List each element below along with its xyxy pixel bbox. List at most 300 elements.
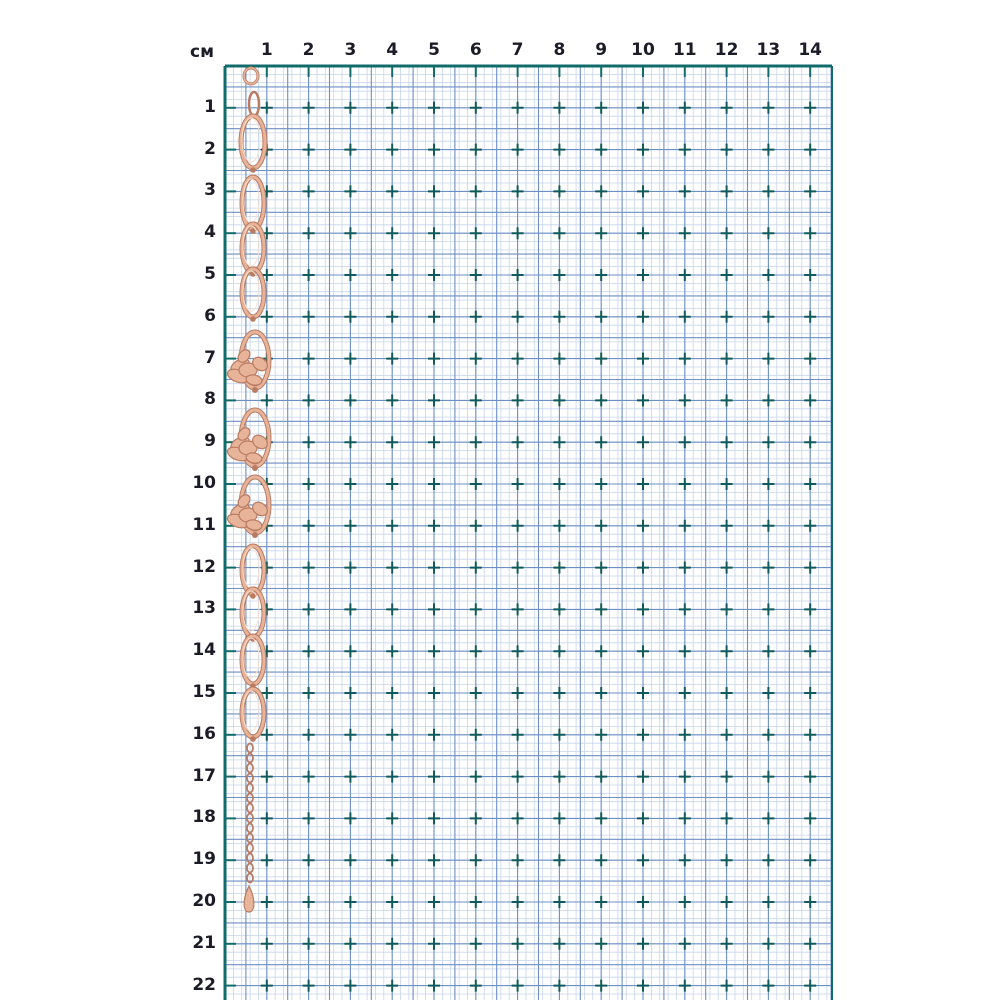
grid-cross <box>428 311 440 323</box>
column-label: 14 <box>798 40 823 60</box>
grid-cross <box>637 812 649 824</box>
grid-cross <box>679 854 691 866</box>
grid-cross <box>637 185 649 197</box>
grid-cross <box>303 896 315 908</box>
grid-cross <box>303 353 315 365</box>
grid-cross <box>470 645 482 657</box>
grid-cross <box>553 854 565 866</box>
grid-cross <box>303 645 315 657</box>
grid-cross <box>679 938 691 950</box>
grid-cross <box>637 478 649 490</box>
grid-cross <box>762 812 774 824</box>
grid-cross <box>428 353 440 365</box>
column-label: 10 <box>631 40 655 60</box>
grid-cross <box>386 394 398 406</box>
grid-cross <box>762 771 774 783</box>
grid-cross <box>762 603 774 615</box>
grid-cross <box>679 812 691 824</box>
grid-cross <box>470 144 482 156</box>
column-label: 1 <box>260 40 273 60</box>
grid-cross <box>512 645 524 657</box>
grid-cross <box>804 687 816 699</box>
column-label: 8 <box>553 40 566 60</box>
grid-cross <box>595 478 607 490</box>
grid-cross <box>595 729 607 741</box>
grid-cross <box>303 854 315 866</box>
grid-cross <box>428 144 440 156</box>
grid-cross <box>804 102 816 114</box>
grid-cross <box>553 436 565 448</box>
grid-cross <box>595 311 607 323</box>
row-label: 14 <box>192 640 216 661</box>
grid-cross <box>553 394 565 406</box>
grid-cross <box>344 854 356 866</box>
jump-ring <box>252 465 258 471</box>
grid-cross <box>553 144 565 156</box>
grid-cross <box>470 311 482 323</box>
grid-cross <box>428 645 440 657</box>
grid-cross <box>386 603 398 615</box>
grid-cross <box>344 227 356 239</box>
grid-cross <box>428 687 440 699</box>
grid-cross <box>470 478 482 490</box>
grid-cross <box>470 102 482 114</box>
grid-cross <box>679 687 691 699</box>
grid-cross <box>637 938 649 950</box>
grid-cross <box>679 394 691 406</box>
grid-cross <box>470 980 482 992</box>
row-label: 9 <box>204 431 216 452</box>
grid-cross <box>470 896 482 908</box>
grid-cross <box>386 771 398 783</box>
row-label: 5 <box>204 264 216 284</box>
grid-cross <box>637 687 649 699</box>
row-label: 16 <box>192 723 216 744</box>
grid-cross <box>804 185 816 197</box>
grid-cross <box>428 227 440 239</box>
jump-ring <box>252 532 258 538</box>
grid-cross <box>679 520 691 532</box>
grid-cross <box>553 812 565 824</box>
grid-cross <box>386 812 398 824</box>
column-label: 9 <box>595 40 608 60</box>
grid-cross <box>386 520 398 532</box>
grid-cross <box>303 102 315 114</box>
grid-cross <box>303 687 315 699</box>
grid-cross <box>428 394 440 406</box>
grid-cross <box>721 353 733 365</box>
grid-cross <box>721 269 733 281</box>
grid-cross <box>470 812 482 824</box>
grid-cross <box>595 854 607 866</box>
grid-cross <box>595 687 607 699</box>
grid-cross <box>721 102 733 114</box>
grid-cross <box>721 185 733 197</box>
grid-cross <box>303 812 315 824</box>
grid-cross <box>428 185 440 197</box>
grid-cross <box>637 311 649 323</box>
grid-cross <box>386 562 398 574</box>
grid-cross <box>470 269 482 281</box>
grid-cross <box>386 980 398 992</box>
grid-cross <box>721 938 733 950</box>
grid-cross <box>344 269 356 281</box>
grid-cross <box>512 227 524 239</box>
grid-cross <box>428 562 440 574</box>
grid-cross <box>721 729 733 741</box>
grid-cross <box>679 980 691 992</box>
grid-cross <box>386 729 398 741</box>
grid-cross <box>804 645 816 657</box>
grid-cross <box>261 102 273 114</box>
grid-cross <box>762 562 774 574</box>
grid-cross <box>721 854 733 866</box>
grid-cross <box>679 562 691 574</box>
grid-cross <box>679 311 691 323</box>
grid-cross <box>762 436 774 448</box>
grid-cross <box>512 102 524 114</box>
grid-cross <box>804 353 816 365</box>
grid-cross <box>553 102 565 114</box>
major-grid-lines <box>225 66 832 1000</box>
grid-cross <box>386 436 398 448</box>
grid-cross <box>386 854 398 866</box>
column-label: 12 <box>714 40 739 60</box>
grid-cross <box>553 185 565 197</box>
grid-cross <box>762 269 774 281</box>
grid-cross <box>721 227 733 239</box>
grid-cross <box>679 353 691 365</box>
grid-cross <box>762 102 774 114</box>
grid-cross <box>721 603 733 615</box>
grid-cross <box>595 645 607 657</box>
grid-cross <box>261 980 273 992</box>
grid-cross <box>762 896 774 908</box>
grid-cross <box>595 144 607 156</box>
grid-cross <box>762 311 774 323</box>
grid-cross <box>721 436 733 448</box>
grid-cross <box>512 729 524 741</box>
grid-cross <box>553 478 565 490</box>
grid-cross <box>553 645 565 657</box>
grid-cross <box>470 185 482 197</box>
grid-cross <box>637 227 649 239</box>
grid-cross <box>721 478 733 490</box>
grid-cross <box>637 854 649 866</box>
grid-cross <box>428 938 440 950</box>
row-label: 1 <box>204 96 216 117</box>
grid-cross <box>512 394 524 406</box>
grid-cross <box>344 185 356 197</box>
grid-cross <box>637 436 649 448</box>
grid-cross <box>595 436 607 448</box>
row-label: 19 <box>192 849 216 870</box>
grid-cross <box>637 645 649 657</box>
grid-cross <box>721 311 733 323</box>
grid-cross <box>303 603 315 615</box>
grid-cross <box>303 729 315 741</box>
grid-cross <box>595 896 607 908</box>
grid-cross <box>512 353 524 365</box>
grid-cross <box>804 520 816 532</box>
grid-cross <box>721 980 733 992</box>
grid-cross <box>762 144 774 156</box>
grid-cross <box>386 687 398 699</box>
grid-cross <box>344 812 356 824</box>
row-label: 3 <box>204 180 216 201</box>
grid-cross <box>344 603 356 615</box>
grid-cross <box>553 269 565 281</box>
grid-cross <box>553 938 565 950</box>
grid-cross <box>303 562 315 574</box>
grid-cross <box>428 269 440 281</box>
grid-cross <box>303 938 315 950</box>
grid-cross <box>637 520 649 532</box>
grid-cross <box>553 353 565 365</box>
grid-cross <box>512 478 524 490</box>
grid-cross <box>553 311 565 323</box>
grid-cross <box>721 812 733 824</box>
grid-cross <box>428 478 440 490</box>
grid-cross <box>386 478 398 490</box>
grid-cross <box>512 687 524 699</box>
grid-cross <box>512 854 524 866</box>
grid-cross <box>303 478 315 490</box>
column-label: 5 <box>428 40 440 60</box>
grid-cross <box>721 896 733 908</box>
grid-cross <box>261 938 273 950</box>
grid-cross <box>553 227 565 239</box>
grid-cross <box>679 144 691 156</box>
grid-cross <box>386 269 398 281</box>
grid-cross <box>428 436 440 448</box>
grid-cross <box>804 603 816 615</box>
grid-cross <box>344 771 356 783</box>
grid-cross <box>303 144 315 156</box>
grid-cross <box>804 269 816 281</box>
grid-cross <box>344 394 356 406</box>
jump-ring <box>250 736 256 742</box>
row-label: 4 <box>204 222 216 243</box>
grid-cross <box>428 812 440 824</box>
grid-cross <box>679 478 691 490</box>
grid-cross <box>303 520 315 532</box>
grid-cross <box>553 687 565 699</box>
grid-cross <box>470 227 482 239</box>
column-label: 6 <box>469 40 482 60</box>
grid-cross <box>386 311 398 323</box>
grid-cross <box>679 729 691 741</box>
grid-cross <box>595 353 607 365</box>
row-label: 15 <box>192 682 216 702</box>
column-label: 11 <box>672 40 697 60</box>
grid-cross <box>470 436 482 448</box>
row-label: 10 <box>192 473 216 493</box>
grid-cross <box>595 102 607 114</box>
grid-cross <box>261 394 273 406</box>
grid-cross <box>637 980 649 992</box>
grid-cross <box>804 854 816 866</box>
grid-cross <box>762 645 774 657</box>
grid-cross <box>261 812 273 824</box>
grid-cross <box>344 102 356 114</box>
grid-cross <box>721 144 733 156</box>
grid-cross <box>428 603 440 615</box>
grid-cross <box>679 185 691 197</box>
grid-cross <box>762 980 774 992</box>
column-label: 4 <box>386 40 399 60</box>
grid-cross <box>595 562 607 574</box>
grid-cross <box>595 938 607 950</box>
grid-cross <box>762 729 774 741</box>
grid-cross <box>679 603 691 615</box>
grid-cross <box>344 938 356 950</box>
grid-cross <box>428 854 440 866</box>
grid-cross <box>637 562 649 574</box>
grid-cross <box>470 603 482 615</box>
grid-cross <box>470 771 482 783</box>
grid-cross <box>512 771 524 783</box>
grid-cross <box>512 269 524 281</box>
grid-cross <box>762 687 774 699</box>
grid-cross <box>762 353 774 365</box>
grid-cross <box>762 185 774 197</box>
grid-cross <box>637 729 649 741</box>
grid-cross <box>303 771 315 783</box>
grid-cross <box>721 520 733 532</box>
grid-cross <box>762 227 774 239</box>
grid-cross <box>804 394 816 406</box>
grid-cross <box>595 520 607 532</box>
grid-cross <box>637 102 649 114</box>
grid-cross <box>553 896 565 908</box>
grid-cross <box>553 771 565 783</box>
grid-cross <box>303 311 315 323</box>
grid-cross <box>637 144 649 156</box>
grid-cross <box>679 269 691 281</box>
grid-cross <box>679 771 691 783</box>
grid-cross <box>470 854 482 866</box>
grid-cross <box>637 896 649 908</box>
row-label: 13 <box>192 598 216 619</box>
grid-cross <box>386 353 398 365</box>
grid-cross <box>595 603 607 615</box>
grid-cross <box>721 687 733 699</box>
row-label: 17 <box>192 765 216 786</box>
grid-cross <box>595 185 607 197</box>
grid-cross <box>344 980 356 992</box>
grid-cross <box>386 938 398 950</box>
grid-cross <box>344 645 356 657</box>
grid-cross <box>261 311 273 323</box>
column-label: 7 <box>511 40 524 60</box>
row-label: 6 <box>204 305 216 326</box>
grid-cross <box>470 729 482 741</box>
grid-cross <box>804 980 816 992</box>
grid-cross <box>804 771 816 783</box>
grid-cross <box>512 185 524 197</box>
grid-cross <box>804 812 816 824</box>
grid-cross <box>512 436 524 448</box>
grid-cross <box>762 854 774 866</box>
grid-cross <box>762 938 774 950</box>
grid-cross <box>303 436 315 448</box>
grid-cross <box>512 562 524 574</box>
grid-cross <box>344 353 356 365</box>
grid-cross <box>428 980 440 992</box>
grid-cross <box>804 938 816 950</box>
grid-cross <box>804 311 816 323</box>
grid-cross <box>637 771 649 783</box>
grid-cross <box>679 896 691 908</box>
grid-cross <box>261 854 273 866</box>
row-label: 20 <box>192 891 216 911</box>
row-label: 12 <box>192 556 216 577</box>
grid-cross <box>721 562 733 574</box>
grid-cross <box>762 478 774 490</box>
grid-cross <box>595 394 607 406</box>
grid-cross <box>553 520 565 532</box>
grid-cross <box>428 102 440 114</box>
grid-cross <box>303 394 315 406</box>
grid-cross <box>344 729 356 741</box>
grid-cross <box>470 353 482 365</box>
grid-cross <box>386 227 398 239</box>
grid-cross <box>804 436 816 448</box>
unit-label: см <box>190 42 214 62</box>
grid-cross <box>762 394 774 406</box>
row-label: 11 <box>192 514 216 535</box>
row-label: 22 <box>192 974 216 995</box>
grid-cross <box>512 896 524 908</box>
grid-cross <box>721 394 733 406</box>
grid-cross <box>553 729 565 741</box>
grid-cross <box>261 896 273 908</box>
grid-cross <box>804 144 816 156</box>
grid-cross <box>762 520 774 532</box>
grid-cross <box>386 896 398 908</box>
row-label: 8 <box>204 389 216 410</box>
row-label: 21 <box>192 932 216 953</box>
grid-cross <box>595 771 607 783</box>
grid-cross <box>553 980 565 992</box>
grid-cross <box>303 980 315 992</box>
grid-cross <box>637 269 649 281</box>
grid-cross <box>303 227 315 239</box>
grid-cross <box>344 144 356 156</box>
grid-cross <box>344 520 356 532</box>
grid-cross <box>721 771 733 783</box>
grid-cross <box>637 603 649 615</box>
grid-cross <box>595 227 607 239</box>
column-label: 2 <box>302 40 315 60</box>
grid-cross <box>512 980 524 992</box>
grid-cross <box>428 771 440 783</box>
grid-cross <box>303 185 315 197</box>
grid-cross <box>470 938 482 950</box>
grid-cross <box>428 896 440 908</box>
grid-cross <box>679 436 691 448</box>
row-label: 7 <box>204 347 216 368</box>
grid-cross <box>470 394 482 406</box>
grid-cross <box>595 980 607 992</box>
grid-cross <box>512 520 524 532</box>
column-label: 3 <box>344 40 357 60</box>
grid-cross <box>512 603 524 615</box>
column-label: 13 <box>756 40 781 60</box>
grid-cross <box>804 478 816 490</box>
grid-cross <box>344 478 356 490</box>
